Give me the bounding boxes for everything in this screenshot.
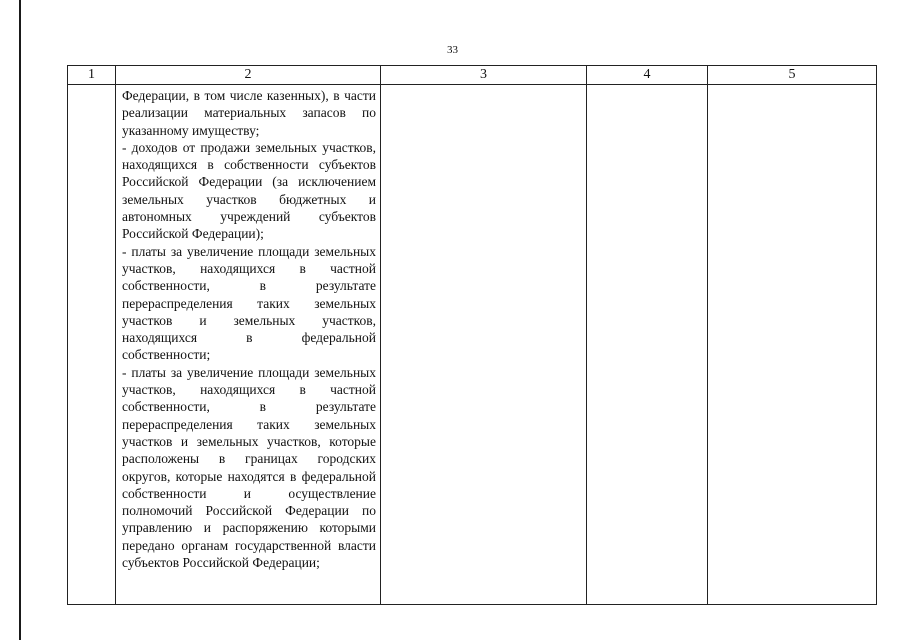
col2-paragraph-1: Федерации, в том числе казенных), в части реализации материальных запасов по указанному имуществу;	[122, 88, 376, 138]
col2-paragraph-2: - доходов от продажи земельных участков, находящихся в собственности субъектов Российской Федерации (за исключением земельных участков бюджетных и автономных учреждений субъектов Российской Федерации);	[122, 139, 376, 242]
col2-paragraph-3: - платы за увеличение площади земельных участков, находящихся в частной собственности, в результате перераспределения таких земельных участков и земельных участков, находящихся в федеральной собственности;	[122, 243, 376, 363]
page-number: 33	[447, 44, 458, 56]
cell-col-3	[381, 85, 587, 605]
cell-col-2	[116, 85, 381, 605]
table-row	[68, 85, 877, 605]
document-table	[67, 65, 877, 605]
cell-col-4	[587, 85, 708, 605]
col2-paragraph-4: - платы за увеличение площади земельных участков, находящихся в частной собственности, в результате перераспределения таких земельных участков и земельных участков, которые расположены в границах городских округов, которые находятся в федеральной собственности и осуществление полномочий Российской Федерации по управлению и распоряжению которыми передано органам государственной власти субъектов Российской Федерации;	[122, 364, 376, 571]
column-header-3: 3	[381, 66, 587, 85]
column-header-4: 4	[587, 66, 708, 85]
cell-col-5	[708, 85, 877, 605]
column-header-2: 2	[116, 66, 381, 85]
cell-col-1	[68, 85, 116, 605]
page-left-edge	[19, 0, 21, 640]
header-row	[68, 66, 877, 85]
column-header-1: 1	[68, 66, 116, 85]
column-header-5: 5	[708, 66, 877, 85]
